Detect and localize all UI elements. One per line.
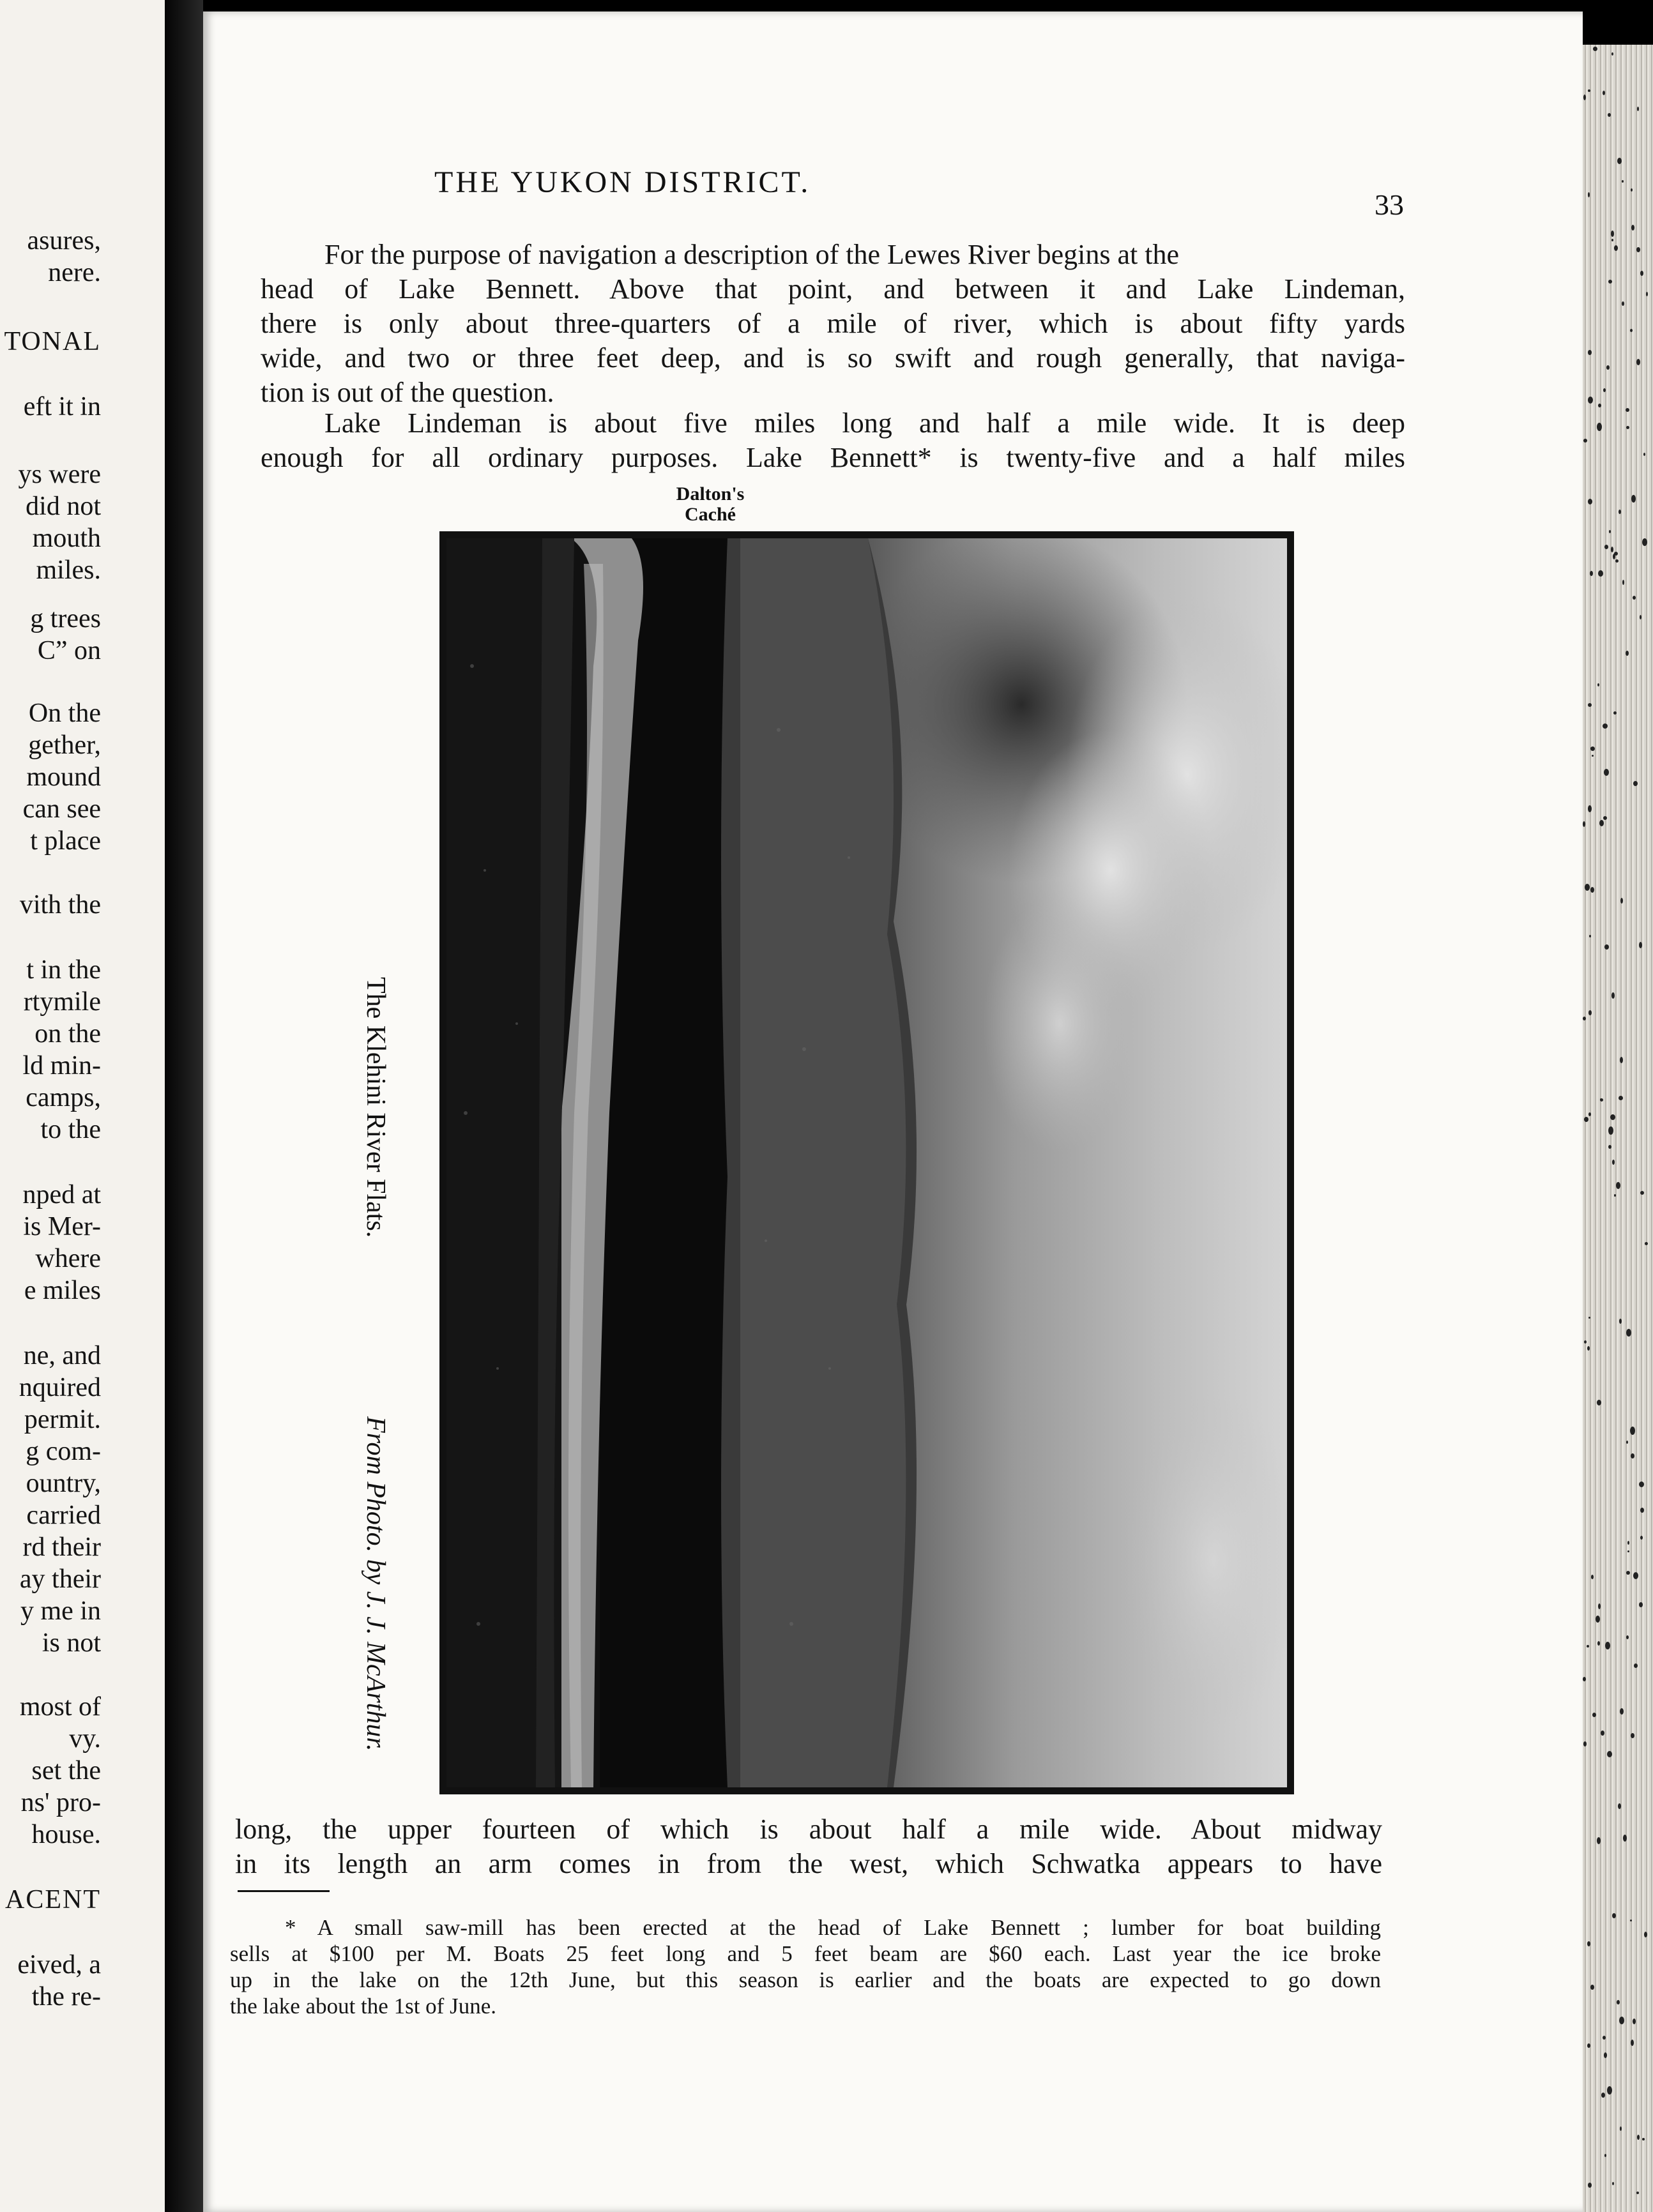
- paper-speck: [1612, 1913, 1616, 1918]
- footnote-rule: [238, 1890, 330, 1892]
- paper-speck: [1642, 538, 1647, 546]
- paper-speck: [1583, 1017, 1586, 1020]
- paper-speck: [1615, 559, 1619, 563]
- paper-speck: [1583, 1741, 1587, 1746]
- paper-speck: [1614, 1194, 1616, 1197]
- paragraph-2-line: Lake Lindeman is about five miles long and half a mile wide. It is deep: [324, 407, 1405, 439]
- paper-speck: [1620, 1708, 1624, 1715]
- paper-speck: [1610, 1114, 1615, 1120]
- paper-speck: [1617, 2000, 1620, 2004]
- left-page-line: on the: [34, 1019, 101, 1049]
- paper-speck: [1616, 1182, 1620, 1189]
- paper-speck: [1640, 615, 1642, 619]
- paper-speck: [1588, 703, 1592, 707]
- paper-speck: [1620, 2126, 1622, 2131]
- left-page-line: nped at: [22, 1180, 101, 1209]
- paragraph-3-line: long, the upper fourteen of which is about half a mile wide. About midway: [235, 1814, 1382, 1845]
- paper-speck: [1588, 1317, 1590, 1319]
- paper-speck: [1614, 245, 1618, 251]
- figure-label: [653, 484, 768, 525]
- paper-speck: [1611, 231, 1614, 237]
- left-page-line: ld min-: [22, 1051, 101, 1080]
- paper-speck: [1613, 711, 1617, 715]
- paper-speck: [1622, 580, 1624, 585]
- paper-speck: [1633, 596, 1636, 600]
- left-page-line: ACENT: [5, 1885, 101, 1914]
- left-page-line: mouth: [32, 524, 101, 553]
- left-page-line: most of: [19, 1692, 101, 1722]
- left-page-line: ns' pro-: [20, 1788, 101, 1817]
- paper-speck: [1637, 2135, 1640, 2140]
- left-page-line: t place: [30, 826, 101, 856]
- paper-speck: [1619, 1319, 1622, 1324]
- paper-speck: [1599, 820, 1604, 826]
- paper-speck: [1588, 1112, 1591, 1116]
- photograph-frame: [439, 531, 1294, 1794]
- left-page-line: camps,: [26, 1083, 101, 1112]
- left-page-line: vy.: [69, 1724, 101, 1754]
- paper-speck: [1634, 1663, 1638, 1668]
- paper-speck: [1609, 530, 1611, 533]
- paper-speck: [1606, 365, 1610, 370]
- paper-speck: [1627, 1550, 1629, 1552]
- left-page-line: carried: [26, 1501, 101, 1530]
- paragraph-2-line: enough for all ordinary purposes. Lake Bennett* is twenty-five and a half miles: [261, 442, 1405, 473]
- paper-speck: [1588, 2183, 1592, 2188]
- left-page-line: ys were: [18, 460, 101, 489]
- left-page-line: nere.: [48, 258, 101, 287]
- paper-speck: [1622, 180, 1624, 183]
- paper-speck: [1587, 1645, 1589, 1648]
- left-page-line: the re-: [31, 1982, 101, 2011]
- paper-speck: [1597, 423, 1602, 431]
- figure-label-line: Dalton's: [676, 483, 745, 504]
- paper-speck: [1639, 1602, 1643, 1607]
- paper-speck: [1611, 992, 1615, 999]
- left-page-line: ne, and: [23, 1341, 101, 1370]
- paper-speck: [1619, 2017, 1624, 2024]
- paper-speck: [1613, 554, 1615, 559]
- paper-speck: [1597, 683, 1599, 686]
- footnote-line: up in the lake on the 12th June, but this season is earlier and the boats are expected to go down: [230, 1967, 1381, 1992]
- paper-speck: [1622, 301, 1624, 306]
- paper-speck: [1611, 239, 1613, 241]
- paper-speck: [1583, 821, 1585, 827]
- paper-speck: [1592, 1713, 1596, 1717]
- paper-speck: [1603, 816, 1607, 820]
- paper-speck: [1588, 89, 1590, 92]
- paper-speck: [1617, 158, 1622, 164]
- paper-speck: [1590, 746, 1595, 751]
- footnote-line: the lake about the 1st of June.: [230, 1994, 496, 2019]
- paper-speck: [1598, 1603, 1601, 1609]
- photograph-river-flats: [446, 538, 1287, 1787]
- paper-speck: [1631, 2040, 1634, 2046]
- left-page-line: On the: [28, 699, 101, 728]
- left-page-line: is Mer-: [23, 1212, 101, 1241]
- left-page-line: t in the: [26, 955, 101, 985]
- paper-speck: [1633, 1572, 1638, 1579]
- paper-speck: [1590, 887, 1594, 893]
- paragraph-1-line: wide, and two or three feet deep, and is so swift and rough generally, that naviga-: [261, 342, 1405, 374]
- footnote-line: * A small saw-mill has been erected at the head of Lake Bennett ; lumber for boat building: [285, 1915, 1381, 1940]
- left-page-line: rtymile: [23, 987, 101, 1017]
- paper-speck: [1620, 1057, 1623, 1063]
- left-page-line: can see: [22, 794, 101, 824]
- paper-speck: [1587, 1346, 1590, 1351]
- left-page-line: did not: [26, 492, 101, 521]
- left-page-line: eft it in: [23, 392, 101, 421]
- paper-speck: [1639, 942, 1642, 948]
- figure-label-line: Caché: [685, 504, 736, 525]
- paper-speck: [1630, 329, 1633, 332]
- paper-speck: [1583, 439, 1587, 443]
- figure-caption-credit: From Photo. by J. J. McArthur.: [361, 1416, 390, 1752]
- left-page-line: g trees: [30, 604, 101, 633]
- paper-speck: [1640, 1508, 1644, 1513]
- paper-speck: [1583, 1677, 1586, 1681]
- paper-speck: [1637, 107, 1639, 111]
- page-number: 33: [1375, 188, 1404, 221]
- paper-speck: [1590, 1985, 1594, 1990]
- paper-speck: [1608, 1145, 1611, 1149]
- paragraph-3-line: in its length an arm comes in from the west, which Schwatka appears to have: [235, 1848, 1382, 1879]
- paper-speck: [1604, 2154, 1606, 2157]
- paper-speck: [1631, 1453, 1634, 1458]
- paper-speck: [1633, 2019, 1636, 2024]
- left-page-line: ay their: [19, 1564, 101, 1594]
- paper-speck: [1626, 1571, 1630, 1575]
- paper-speck: [1626, 426, 1629, 429]
- paper-speck: [1584, 1117, 1588, 1122]
- footnote-line: sells at $100 per M. Boats 25 feet long and 5 feet beam are $60 each. Last year the ice broke: [230, 1941, 1381, 1966]
- paper-speck: [1612, 1160, 1615, 1165]
- paper-speck: [1640, 1191, 1644, 1195]
- paper-speck: [1640, 271, 1643, 276]
- left-page-line: to the: [40, 1115, 101, 1144]
- left-page-line: asures,: [27, 226, 101, 255]
- paper-speck: [1597, 1837, 1601, 1844]
- paper-speck: [1596, 1616, 1600, 1623]
- left-page-line: eived, a: [17, 1950, 101, 1980]
- paper-speck: [1604, 2052, 1607, 2058]
- paper-speck: [1604, 769, 1609, 776]
- paper-speck: [1626, 1635, 1629, 1639]
- paper-speck: [1612, 2182, 1614, 2185]
- left-page-line: nquired: [19, 1373, 101, 1402]
- paper-speck: [1584, 1340, 1587, 1344]
- paper-speck: [1589, 935, 1591, 937]
- paper-speck: [1592, 755, 1594, 757]
- paper-speck: [1618, 1803, 1621, 1809]
- paper-speck: [1642, 2138, 1645, 2140]
- paper-speck: [1631, 188, 1633, 192]
- paper-speck: [1603, 91, 1605, 95]
- paper-speck: [1603, 2036, 1606, 2040]
- paper-speck: [1601, 2093, 1605, 2098]
- paper-speck: [1587, 1941, 1590, 1946]
- left-page-line: vith the: [19, 890, 101, 920]
- left-page-line: C” on: [37, 636, 101, 665]
- left-page-line: where: [35, 1244, 101, 1273]
- paper-speck: [1588, 397, 1593, 404]
- paper-speck: [1600, 1098, 1602, 1101]
- left-page-line: y me in: [20, 1596, 101, 1626]
- paper-speck: [1585, 884, 1590, 891]
- paper-speck: [1590, 571, 1593, 576]
- running-head: THE YUKON DISTRICT.: [434, 165, 811, 199]
- paper-speck: [1601, 1731, 1604, 1736]
- paper-speck: [1587, 2043, 1590, 2048]
- paper-speck: [1630, 1427, 1635, 1435]
- paper-speck: [1644, 1932, 1647, 1937]
- left-page-line: g com-: [26, 1437, 101, 1466]
- paper-speck: [1608, 113, 1611, 117]
- left-page-line: is not: [42, 1628, 101, 1658]
- paper-speck: [1643, 453, 1645, 456]
- paper-speck: [1623, 1835, 1627, 1842]
- left-page-line: gether,: [28, 731, 101, 760]
- paper-speck: [1598, 570, 1603, 577]
- paper-speck: [1588, 499, 1592, 504]
- paper-speck: [1636, 359, 1640, 365]
- paper-speck: [1639, 1481, 1644, 1487]
- paper-speck: [1608, 1126, 1613, 1135]
- paper-speck: [1583, 95, 1586, 100]
- paper-speck: [1633, 781, 1638, 786]
- figure-caption-title: The Klehini River Flats.: [361, 977, 390, 1238]
- left-page-line: permit.: [24, 1405, 101, 1434]
- paper-speck: [1593, 47, 1597, 51]
- paragraph-1-line: For the purpose of navigation a description of the Lewes River begins at the: [324, 239, 1179, 270]
- paper-speck: [1608, 280, 1612, 284]
- paper-speck: [1626, 651, 1629, 656]
- paper-speck: [1626, 1441, 1628, 1444]
- paper-speck: [1597, 1641, 1600, 1646]
- paper-speck: [1605, 1642, 1610, 1649]
- paper-speck: [1588, 192, 1590, 197]
- paper-speck: [1588, 1010, 1592, 1015]
- left-page-line: e miles: [24, 1276, 101, 1305]
- left-page-line: rd their: [22, 1533, 101, 1562]
- paper-speck: [1636, 247, 1640, 252]
- left-page-line: miles.: [36, 556, 101, 585]
- paper-speck: [1631, 495, 1636, 503]
- paper-speck: [1627, 1541, 1629, 1545]
- paper-speck: [1640, 1536, 1643, 1540]
- paper-speck: [1604, 545, 1608, 549]
- left-page-line: mound: [26, 762, 101, 792]
- book-gutter: [165, 0, 203, 2212]
- paper-speck: [1626, 408, 1629, 412]
- paper-speck: [1630, 1920, 1632, 1921]
- paper-speck: [1611, 547, 1613, 552]
- left-facing-page: [0, 0, 165, 2212]
- paper-speck: [1603, 723, 1608, 729]
- paragraph-1-line: there is only about three-quarters of a mile of river, which is about fifty yards: [261, 308, 1405, 339]
- paper-speck: [1619, 510, 1621, 514]
- paper-speck: [1646, 292, 1648, 296]
- paper-speck: [1598, 404, 1601, 407]
- paper-speck: [1604, 944, 1609, 950]
- left-page-line: TONAL: [4, 327, 101, 356]
- left-page-line: house.: [31, 1820, 101, 1849]
- paper-speck: [1588, 350, 1592, 355]
- left-page-line: ountry,: [26, 1469, 101, 1498]
- paper-speck: [1588, 805, 1592, 812]
- paragraph-1-line: head of Lake Bennett. Above that point, and between it and Lake Lindeman,: [261, 273, 1405, 305]
- paper-speck: [1607, 2086, 1612, 2095]
- paper-speck: [1631, 1733, 1634, 1738]
- paper-speck: [1631, 225, 1634, 231]
- paper-speck: [1645, 1242, 1648, 1245]
- paper-speck: [1626, 1329, 1631, 1337]
- paper-speck: [1591, 1575, 1594, 1579]
- paper-speck: [1620, 898, 1623, 904]
- left-page-line: set the: [31, 1756, 101, 1785]
- paper-speck: [1597, 1400, 1601, 1405]
- paper-speck: [1611, 52, 1613, 56]
- paper-speck: [1607, 1751, 1612, 1757]
- paper-speck: [1603, 388, 1606, 392]
- paragraph-1-line: tion is out of the question.: [261, 377, 554, 408]
- paper-speck: [1619, 1096, 1623, 1100]
- page-edge-stack: [1583, 45, 1653, 2212]
- paper-speck: [1636, 2192, 1639, 2194]
